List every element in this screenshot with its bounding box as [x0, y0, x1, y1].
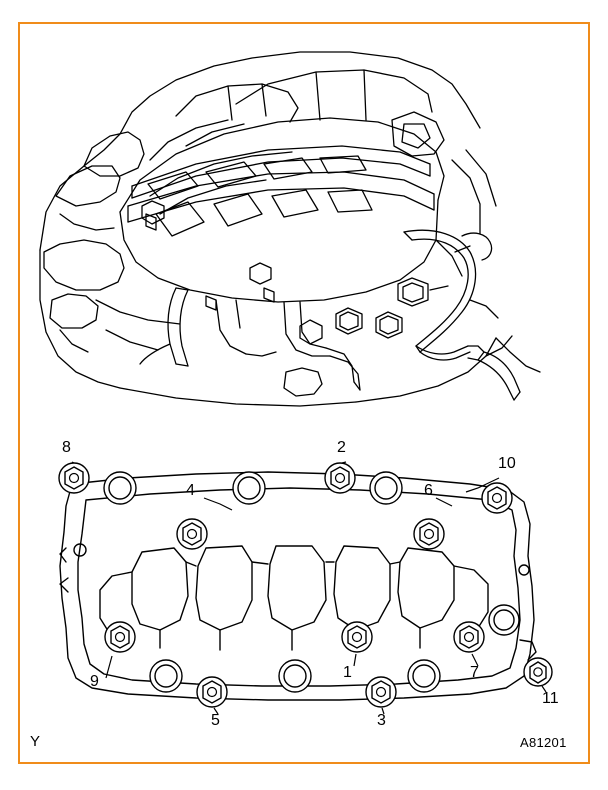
figure-code: A81201 [520, 735, 567, 750]
bolt-number-2: 2 [337, 439, 346, 456]
bolt-number-11: 11 [542, 690, 559, 707]
bolt-number-4: 4 [186, 482, 195, 499]
view-label: Y [30, 733, 41, 750]
bolt-number-9: 9 [90, 673, 99, 690]
bolt-number-8: 8 [62, 439, 71, 456]
bolt-number-5: 5 [211, 712, 220, 729]
bolt-number-7: 7 [470, 664, 479, 681]
bolt-number-3: 3 [377, 712, 386, 729]
plain-bolt-holes [104, 472, 519, 692]
bolt-number-1: 1 [343, 664, 352, 681]
bolt-number-10: 10 [498, 455, 516, 472]
bolt-number-6: 6 [424, 482, 433, 499]
